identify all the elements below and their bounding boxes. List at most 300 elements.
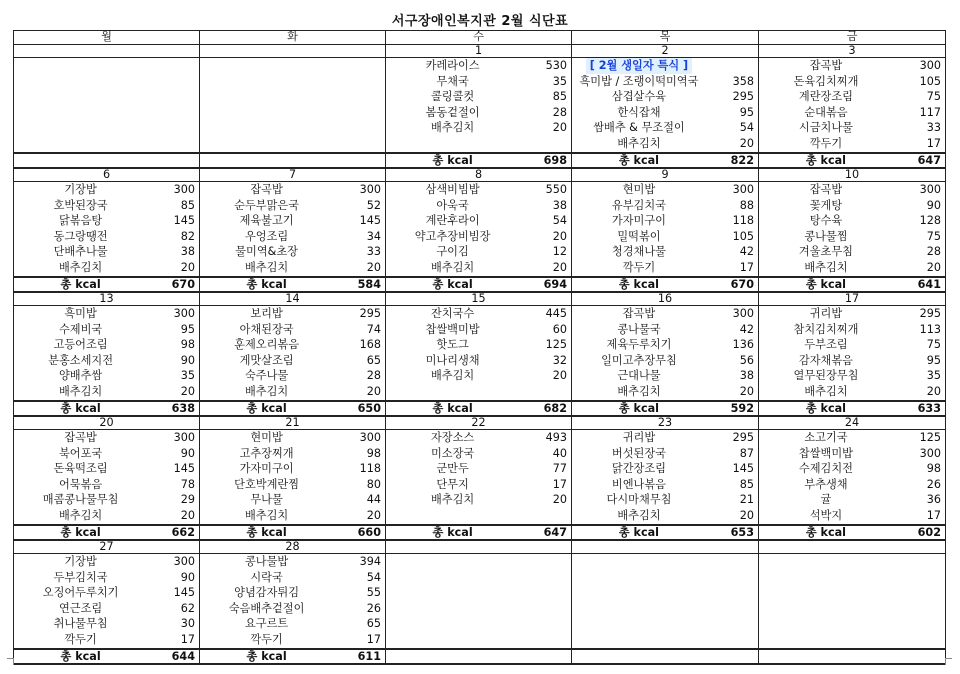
menu-item-kcal: 20 [552,369,567,383]
menu-item [14,508,199,524]
menu-item [759,136,945,152]
menu-item [759,105,945,121]
menu-item-kcal: 56 [739,353,754,367]
menu-item-kcal: 52 [366,198,381,212]
day-menu-cell [200,182,386,278]
menu-item-name: 아욱국 [436,198,469,212]
menu-item-kcal: 20 [552,229,567,243]
menu-item-name: 시락국 [250,570,283,584]
menu-item-name: 잡곡밥 [250,183,283,196]
menu-item [759,244,945,260]
total-line [386,526,571,539]
menu-item-name: 순두부맑은국 [234,198,300,212]
menu-item [200,446,385,462]
menu-item-name: 단배추나물 [53,245,108,259]
day-menu-cell [386,182,572,278]
menu-item-kcal: 295 [359,307,381,320]
menu-item-name: 동그랑땡전 [53,229,108,243]
menu-item-name: 시금치나물 [798,121,853,135]
menu-item-name: 구이김 [436,245,469,259]
menu-item-kcal: 38 [180,245,195,259]
total-line [14,402,199,415]
menu-item-kcal: 85 [552,90,567,104]
day-number: 13 [14,292,200,306]
menu-item [759,260,945,276]
menu-item-kcal: 493 [545,431,567,444]
menu-item-name: 계란후라이 [425,214,480,228]
menu-item [759,74,945,90]
menu-item [14,198,199,214]
total-cell [572,401,759,416]
total-line [14,650,199,663]
menu-item-kcal: 26 [366,601,381,615]
menu-item-name: 현미밥 [250,431,283,444]
menu-item-name: 봄동겉절이 [425,105,480,119]
total-label: 총 kcal [805,154,847,167]
total-cell [759,277,946,292]
menu-item-kcal: 20 [739,508,754,522]
menu-item-kcal: 98 [180,338,195,352]
day-menu-cell [759,554,946,650]
menu-item-name: 찹쌀백미밥 [798,446,853,460]
total-cell [759,649,946,664]
menu-item-name: 가자미구이 [611,214,666,228]
total-label: 총 kcal [432,526,473,539]
menu-item-kcal: 145 [173,586,195,600]
day-menu-cell [759,58,946,154]
menu-item-name: 배추김치 [244,384,289,398]
menu-item-kcal: 300 [173,555,195,568]
menu-item-name: 배추김치 [617,384,661,398]
total-line [572,526,758,539]
menu-item-name: 수제김치전 [798,462,853,476]
total-label: 총 kcal [618,278,660,291]
menu-item-name: 물미역&초장 [235,245,298,259]
menu-item-name: 요구르트 [244,617,289,631]
day-menu-cell [200,58,386,154]
menu-item-name: 연근조림 [58,601,103,615]
menu-item-kcal: 17 [926,508,941,522]
total-kcal: 670 [730,278,754,291]
menu-item [386,446,571,462]
total-label: 총 kcal [246,650,287,663]
menu-item-kcal: 295 [919,307,941,320]
menu-item-kcal: 54 [739,121,754,135]
menu-item-kcal: 17 [552,477,567,491]
menu-item [572,105,758,121]
menu-item-name: 수제비국 [58,322,103,336]
menu-item [14,492,199,508]
menu-item-kcal: 28 [366,369,381,383]
menu-item-name: 가자미구이 [239,462,294,476]
menu-item [759,306,945,322]
day-menu-cell [572,58,759,154]
total-kcal: 698 [543,154,567,167]
total-cell [14,277,200,292]
menu-item-name: 양념감자튀김 [234,586,300,600]
menu-item-name: 배추김치 [430,121,475,135]
menu-item-kcal: 300 [173,183,195,196]
menu-item-kcal: 90 [180,446,195,460]
menu-item-name: 삼색비빔밥 [425,183,480,196]
menu-item [200,430,385,446]
menu-item-kcal: 20 [552,121,567,135]
total-line [759,154,945,167]
menu-item [572,461,758,477]
menu-item-kcal: 90 [926,198,941,212]
menu-item-kcal: 20 [180,508,195,522]
total-cell [14,153,200,168]
menu-item-kcal: 168 [359,338,381,352]
menu-item-name: 배추김치 [58,384,103,398]
menu-item-kcal: 17 [366,632,381,646]
total-cell [200,525,386,540]
menu-item-name: 탕수육 [809,214,843,228]
menu-item [14,322,199,338]
menu-item-kcal: 20 [366,508,381,522]
menu-item [386,244,571,260]
menu-item-kcal: 17 [739,260,754,274]
menu-item-kcal: 394 [359,555,381,568]
menu-item-name: 배추김치 [58,508,103,522]
day-menu-cell [14,182,200,278]
weekday-header: 목 [572,31,759,45]
menu-item-name: 배추김치 [244,508,289,522]
menu-item [386,198,571,214]
day-menu-cell [386,554,572,650]
menu-item-name: 고추장찌개 [239,446,294,460]
day-number: 8 [386,168,572,182]
menu-item-name: 닭볶음탕 [58,214,103,228]
menu-item-name: 삼겹살수육 [611,90,666,104]
day-number: 6 [14,168,200,182]
total-label: 총 kcal [618,402,660,415]
menu-item-kcal: 77 [552,462,567,476]
menu-item-name: 잡곡밥 [809,59,843,72]
menu-item-kcal: 29 [180,493,195,507]
total-label: 총 kcal [60,278,101,291]
menu-item [386,461,571,477]
total-kcal: 644 [171,650,195,663]
menu-item-kcal: 145 [173,214,195,228]
menu-item-kcal: 530 [545,59,567,72]
menu-item-name: 계란장조림 [798,90,853,104]
total-line [200,526,385,539]
menu-item [386,337,571,353]
menu-item [386,492,571,508]
menu-item-name: 미소장국 [430,446,475,460]
total-label: 총 kcal [805,402,847,415]
date-row [14,168,946,182]
total-kcal: 584 [357,278,381,291]
menu-item-name: 순대볶음 [804,105,848,119]
menu-item [14,601,199,617]
menu-item [572,213,758,229]
menu-item [759,384,945,400]
menu-item-name: 근대나물 [617,369,661,383]
menu-item-kcal: 90 [180,570,195,584]
total-line [759,402,945,415]
menu-item-kcal: 358 [732,74,754,88]
menu-item-kcal: 300 [732,307,754,320]
weekday-header: 월 [14,31,200,45]
day-menu-cell [572,306,759,402]
menu-item-name: 군만두 [436,462,469,476]
menu-item-name: 핫도그 [436,338,469,352]
total-cell [386,401,572,416]
menu-item-name: 미나리생채 [425,353,480,367]
menu-item-kcal: 35 [552,74,567,88]
day-menu-cell [200,554,386,650]
menu-item-kcal: 62 [180,601,195,615]
total-label: 총 kcal [246,278,287,291]
menu-item [759,213,945,229]
menu-item [200,601,385,617]
menu-item-name: 버섯된장국 [611,446,666,460]
total-kcal: 682 [543,402,567,415]
menu-item-kcal: 118 [359,462,381,476]
total-line [14,526,199,539]
crop-mark [7,658,14,665]
menu-item [572,368,758,384]
menu-item [572,120,758,136]
menu-item [759,58,945,74]
menu-item-name: 잡곡밥 [622,307,656,320]
menu-item-name: 어묵볶음 [58,477,103,491]
menu-item [386,260,571,276]
menu-item [572,322,758,338]
menu-item [200,570,385,586]
menu-item-name: 현미밥 [622,183,656,196]
menu-item [572,492,758,508]
menu-item [14,368,199,384]
menu-item-name: 아채된장국 [239,322,294,336]
menu-item-kcal: 12 [552,245,567,259]
menu-item-kcal: 30 [180,617,195,631]
menu-item [386,306,571,322]
menu-item-name: 석박지 [809,508,843,522]
day-number: 9 [572,168,759,182]
page-title: 서구장애인복지관 2월 식단표 [391,14,569,29]
menu-item-kcal: 90 [180,353,195,367]
total-label: 총 kcal [60,526,101,539]
total-cell [200,401,386,416]
menu-item-name: 흑미밥 [64,307,97,320]
menu-item-name: 잔치국수 [430,307,475,320]
day-menu-cell [572,430,759,526]
menu-item-kcal: 300 [173,307,195,320]
day-menu-cell [200,430,386,526]
menu-item [386,89,571,105]
menu-item-name: 취나물무침 [53,617,108,631]
menu-item-name: 우엉조림 [244,229,289,243]
menu-item-name: 깍두기 [622,260,656,274]
menu-item-kcal: 145 [173,462,195,476]
special-wrap [572,58,706,74]
total-kcal: 602 [917,526,941,539]
menu-item [200,461,385,477]
menu-item-name: 자장소스 [430,431,475,444]
menu-item-kcal: 300 [173,431,195,444]
day-number: 23 [572,416,759,430]
total-kcal: 611 [357,650,381,663]
menu-item [14,570,199,586]
menu-item-name: 단무지 [436,477,469,491]
day-menu-cell [759,182,946,278]
menu-item-name: 양배추쌈 [58,369,103,383]
day-menu-cell [572,554,759,650]
menu-item-name: 무채국 [436,74,469,88]
menu-item-kcal: 33 [926,121,941,135]
date-row [14,45,946,58]
menu-item-kcal: 20 [180,384,195,398]
menu-item [14,461,199,477]
menu-item [759,353,945,369]
menu-item [759,337,945,353]
menu-item-kcal: 40 [552,446,567,460]
menu-item-name: 잡곡밥 [64,431,97,444]
total-kcal: 670 [171,278,195,291]
menu-item [200,508,385,524]
menu-item [572,384,758,400]
day-number [14,45,200,58]
menu-item-name: 일미고추장무침 [601,353,677,367]
weekday-header: 금 [759,31,946,45]
menu-item [572,446,758,462]
menu-item [200,585,385,601]
menu-item-name: 밀떡볶이 [617,229,661,243]
menu-item-kcal: 20 [926,260,941,274]
menu-item [572,260,758,276]
menu-item-kcal: 20 [552,493,567,507]
menu-item-name: 배추김치 [58,260,103,274]
menu-item [200,182,385,198]
menu-item [200,198,385,214]
menu-item-name: 겨울초무침 [798,245,853,259]
menu-item [14,229,199,245]
menu-item-name: 깍두기 [64,632,97,646]
total-row [14,153,946,168]
date-row [14,292,946,306]
total-cell [386,277,572,292]
menu-item [386,213,571,229]
special-label: [ 2월 생일자 특식 ] [586,58,692,74]
menu-item [572,353,758,369]
menu-item [200,306,385,322]
menu-item-kcal: 87 [739,446,754,460]
total-kcal: 822 [730,154,754,167]
menu-item [200,477,385,493]
menu-item-kcal: 300 [919,183,941,196]
menu-item-kcal: 95 [739,105,754,119]
menu-item [386,105,571,121]
day-menu-cell [759,306,946,402]
menu-item [759,368,945,384]
menu-item-kcal: 20 [926,384,941,398]
menu-item-kcal: 95 [926,353,941,367]
menu-item-kcal: 82 [180,229,195,243]
menu-item [200,260,385,276]
total-cell [386,525,572,540]
total-cell [759,525,946,540]
menu-item-name: 소고기국 [804,431,848,444]
menu-item-kcal: 145 [359,214,381,228]
menu-item [200,213,385,229]
day-number [572,540,759,554]
total-kcal: 660 [357,526,381,539]
total-kcal: 641 [917,278,941,291]
menu-item-name: 꽃게탕 [809,198,843,212]
crop-mark [945,658,952,665]
menu-item-name: 배추김치 [617,508,661,522]
menu-item-kcal: 60 [552,322,567,336]
menu-item [759,322,945,338]
menu-item-kcal: 125 [919,431,941,444]
menu-item-name: 콩나물찜 [804,229,848,243]
menu-item [14,244,199,260]
menu-item-name: 숙주나물 [244,369,289,383]
menu-item-name: 훈제오리볶음 [234,338,300,352]
day-number: 16 [572,292,759,306]
menu-item-kcal: 75 [926,338,941,352]
menu-item [572,136,758,152]
menu-item [386,430,571,446]
menu-item [14,337,199,353]
total-cell [572,649,759,664]
menu-item-kcal: 74 [366,322,381,336]
menu-row [14,306,946,402]
total-kcal: 662 [171,526,195,539]
total-row [14,401,946,416]
total-cell [572,153,759,168]
menu-item-name: 제육불고기 [239,214,294,228]
total-cell [14,649,200,664]
menu-item [14,260,199,276]
menu-item-name: 귤 [820,493,832,507]
total-cell [200,649,386,664]
menu-item-name: 감자채볶음 [798,353,853,367]
menu-item-kcal: 300 [732,183,754,196]
day-menu-cell [386,430,572,526]
menu-item [759,461,945,477]
menu-item [200,244,385,260]
menu-item-kcal: 42 [739,245,754,259]
day-menu-cell [14,554,200,650]
total-row [14,277,946,292]
day-number: 1 [386,45,572,58]
total-row [14,649,946,664]
menu-item [386,58,571,74]
menu-item-kcal: 98 [366,446,381,460]
menu-item-name: 배추김치 [430,369,475,383]
total-cell [386,649,572,664]
menu-item-kcal: 145 [732,462,754,476]
menu-item-name: 북어포국 [58,446,103,460]
menu-item [14,353,199,369]
menu-item [14,430,199,446]
menu-item-kcal: 17 [180,632,195,646]
total-label: 총 kcal [618,526,660,539]
meal-plan-table [13,30,946,665]
menu-item-name: 부추생채 [804,477,848,491]
menu-item [572,198,758,214]
day-number: 7 [200,168,386,182]
total-label: 총 kcal [246,402,287,415]
menu-item [200,554,385,570]
menu-item-name: 보리밥 [250,307,283,320]
menu-item-kcal: 20 [180,260,195,274]
menu-item-kcal: 95 [180,322,195,336]
